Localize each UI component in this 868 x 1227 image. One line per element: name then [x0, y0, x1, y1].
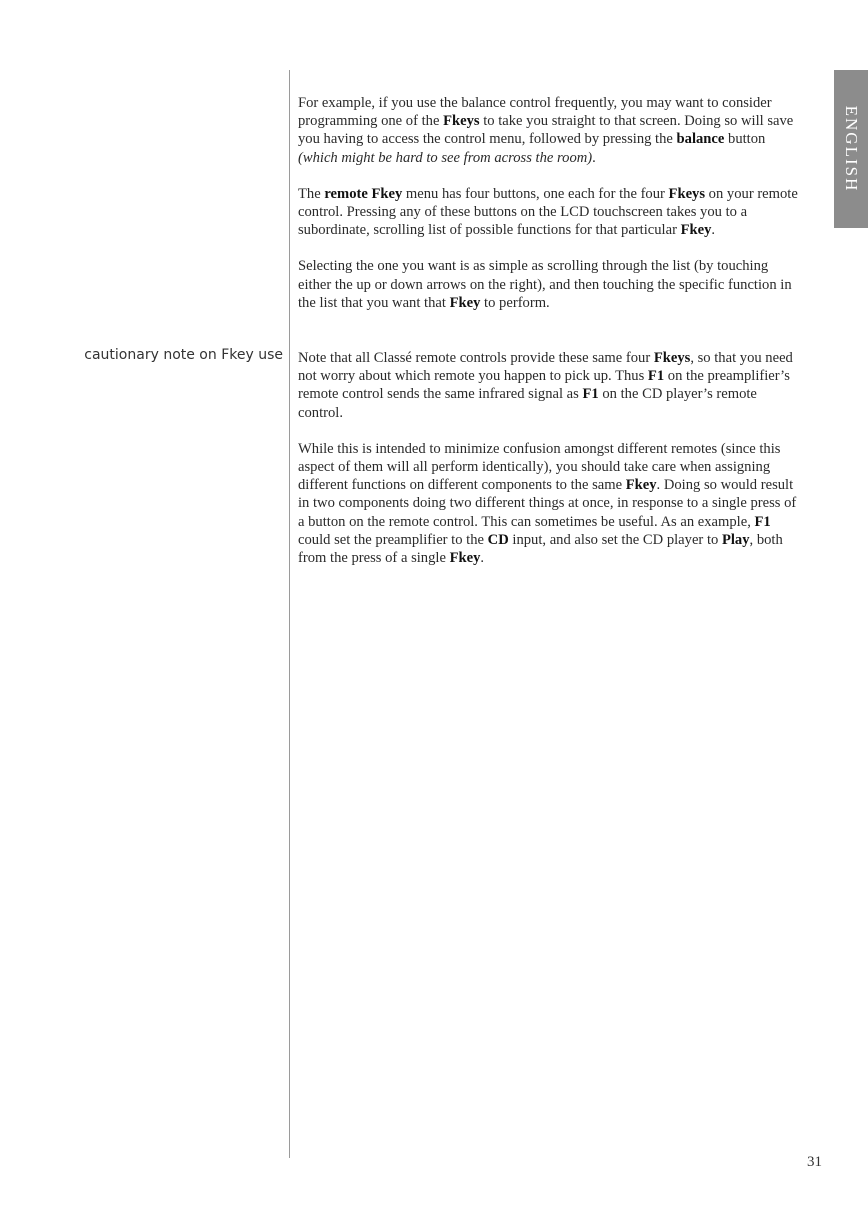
emphasis-bold: Fkey	[680, 222, 712, 239]
text-run: .	[480, 550, 485, 567]
emphasis-bold: Fkeys	[653, 350, 691, 366]
paragraph-remote-fkey-menu	[298, 185, 803, 240]
text-run: on the CD player’s remote control.	[298, 386, 757, 421]
text-run: Note that all Classé remote controls provide these same four	[298, 350, 654, 366]
text-run: input, and also set the CD player to	[508, 531, 722, 548]
text-run: .	[711, 222, 716, 239]
emphasis-bold: CD	[487, 531, 509, 548]
emphasis-bold: Fkey	[625, 477, 657, 494]
language-tab	[834, 70, 868, 228]
paragraph-four-fkeys	[298, 349, 803, 422]
emphasis-bold: F1	[754, 513, 771, 530]
emphasis-bold: balance	[676, 131, 725, 148]
paragraph-balance-example	[298, 94, 803, 167]
text-run: , both from the press of a single	[298, 531, 783, 567]
text-run: menu has four buttons, one each for the four	[402, 185, 669, 202]
text-run: on your remote control. Pressing any of these buttons on the LCD touchscreen takes you to a subordinate, scrolling list of possible functions for that particular	[298, 185, 798, 239]
page-number: 31	[807, 1154, 822, 1170]
text-run: For example, if you use the balance control frequently, you may want to consider programming one of the	[298, 95, 772, 130]
text-run: . Doing so would result in two components doing two different things at once, in response to a single press of a button on the remote control. This can sometimes be useful. As an example,	[298, 477, 797, 530]
language-tab-label: ENGLISH	[842, 105, 861, 193]
text-run: While this is intended to minimize confusion amongst different remotes (since this aspect of them will all perform identically), you should take care when assigning different functions on different components to the same	[298, 440, 781, 494]
emphasis-bold: Play	[721, 531, 750, 548]
text-run: , so that you need not worry about which remote you happen to pick up. Thus	[298, 350, 793, 385]
emphasis-bold: F1	[582, 386, 599, 403]
body-block-cautionary	[298, 349, 803, 567]
text-run: button	[724, 131, 766, 148]
paragraph-assigning-caution	[298, 440, 803, 567]
emphasis-bold: Fkey	[449, 294, 481, 311]
paragraph-selecting-function	[298, 257, 803, 312]
body-block-intro	[298, 94, 803, 312]
text-run: Selecting the one you want is as simple as scrolling through the list (by touching either the up or down arrows on the right), and then touching the specific function in the list that you want that	[298, 258, 792, 311]
text-run: to perform.	[480, 294, 550, 311]
emphasis-bold: Fkey	[449, 550, 481, 567]
emphasis-bold: F1	[647, 368, 665, 385]
emphasis-bold: Fkeys	[443, 113, 480, 130]
emphasis-bold: remote Fkey	[324, 185, 403, 202]
column-divider	[289, 70, 290, 1158]
side-heading: cautionary note on Fkey use	[84, 347, 283, 363]
emphasis-italic: (which might be hard to see from across the room)	[298, 149, 593, 166]
text-run: The	[298, 185, 325, 202]
text-run: on the preamplifier’s remote control sends the same infrared signal as	[298, 368, 790, 403]
text-run: .	[592, 149, 596, 166]
text-run: to take you straight to that screen. Doing so will save you having to access the control menu, followed by pressing the	[298, 113, 794, 148]
emphasis-bold: Fkeys	[668, 185, 706, 202]
text-run: could set the preamplifier to the	[298, 531, 488, 548]
